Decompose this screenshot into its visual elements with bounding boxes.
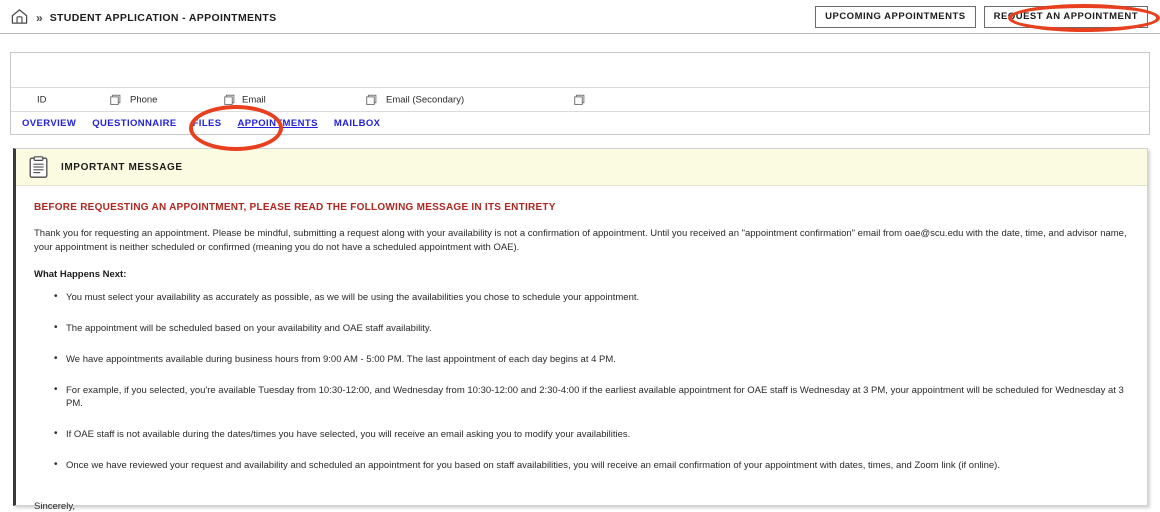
upcoming-appointments-button[interactable]: UPCOMING APPOINTMENTS — [815, 6, 976, 28]
tab-files[interactable]: FILES — [192, 117, 222, 129]
record-tabs — [11, 112, 1149, 134]
contact-field-row — [11, 88, 1149, 112]
message-signoff: Sincerely, — [34, 501, 76, 512]
list-item: • If OAE staff is not available during the dates/times you have selected, you will receive an email asking you to modify your availabilities. — [66, 428, 1129, 441]
message-red-heading: BEFORE REQUESTING AN APPOINTMENT, PLEASE READ THE FOLLOWING MESSAGE IN ITS ENTIRETY — [34, 202, 556, 213]
top-action-buttons — [815, 6, 1148, 28]
important-message-body — [16, 186, 1147, 512]
important-message-title: IMPORTANT MESSAGE — [61, 161, 183, 173]
list-item: • We have appointments available during business hours from 9:00 AM - 5:00 PM. The last appointment of each day begins at 4 PM. — [66, 353, 1129, 366]
field-label-phone: Phone — [130, 94, 158, 105]
breadcrumb-separator: » — [36, 10, 43, 25]
field-label-email-secondary: Email (Secondary) — [386, 94, 465, 105]
request-an-appointment-button[interactable]: REQUEST AN APPOINTMENT — [984, 6, 1148, 28]
clipboard-icon — [29, 156, 48, 178]
field-label-id: ID — [37, 94, 47, 105]
tab-overview[interactable]: OVERVIEW — [22, 117, 77, 129]
list-item: • The appointment will be scheduled based on your availability and OAE staff availability. — [66, 322, 1129, 335]
page-title: STUDENT APPLICATION - APPOINTMENTS — [49, 11, 277, 24]
record-header-card — [10, 52, 1150, 135]
home-icon[interactable] — [10, 7, 29, 26]
important-message-panel — [13, 148, 1148, 512]
field-label-email: Email — [242, 94, 266, 105]
list-item: • For example, if you selected, you're available Tuesday from 10:30-12:00, and Wednesday from 10:30-12:00 and 2:30-4:00 if the earliest available appointment for OAE staff is Wednesday at 3 PM, your appointment will be scheduled for Wednesday at 3 PM. — [66, 384, 1129, 410]
top-bar — [0, 0, 1160, 34]
important-message-header — [16, 149, 1147, 186]
message-bullet-list — [34, 291, 1129, 472]
list-item: • You must select your availability as accurately as possible, as we will be using the availabilities you chose to schedule your appointment. — [66, 291, 1129, 304]
tab-mailbox[interactable]: MAILBOX — [333, 117, 381, 129]
record-summary-area — [11, 53, 1149, 88]
message-paragraph: Thank you for requesting an appointment. Please be mindful, submitting a request along with your availability is not a confirmation of appointment. Until you received an "appointment confirmation" email from oae@scu.edu with the date, time, and advisor name, your appointment is neither scheduled or confirmed (meaning you do not have a scheduled appointment with OAE). — [34, 228, 1127, 253]
tab-appointments[interactable]: APPOINTMENTS — [237, 117, 318, 129]
message-subheading: What Happens Next: — [34, 269, 127, 280]
tab-questionnaire[interactable]: QUESTIONNAIRE — [92, 117, 177, 129]
breadcrumb — [10, 7, 276, 26]
list-item: • Once we have reviewed your request and availability and scheduled an appointment for you based on staff availabilities, you will receive an email confirmation of your appointment with dates, times, and Zoom link (if online). — [66, 459, 1129, 472]
